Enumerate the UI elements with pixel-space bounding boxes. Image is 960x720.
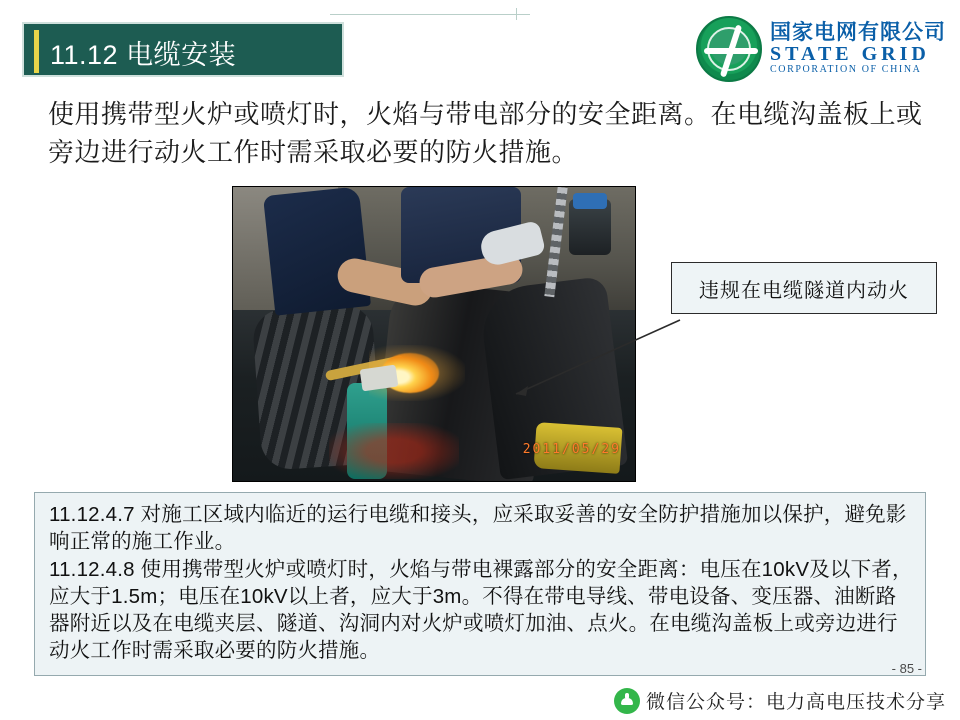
title-accent-bar — [34, 30, 39, 73]
logo-company-en: STATE GRID — [770, 43, 930, 66]
state-grid-logo-icon — [696, 16, 762, 82]
clause-11-12-4-7: 11.12.4.7 对施工区域内临近的运行电缆和接头，应采取妥善的安全防护措施加以保护，避免影响正常的施工作业。 — [49, 503, 907, 554]
watermark-label: 微信公众号：电力高电压技术分享 — [645, 692, 946, 713]
slide-title-bar — [22, 22, 344, 77]
logo-company-en-sub: CORPORATION OF CHINA — [770, 64, 922, 76]
title-decor-line — [330, 14, 530, 15]
lead-paragraph: 使用携带型火炉或喷灯时，火焰与带电部分的安全距离。在电缆沟盖板上或旁边进行动火工作时需采取必要的防火措施。 — [48, 99, 923, 167]
logo-text-block — [770, 22, 946, 76]
photo-tool-blue-handle — [573, 193, 607, 209]
logo-ring-icon — [707, 27, 751, 71]
watermark — [614, 687, 946, 714]
photo-timestamp: 2011/05/29 — [522, 442, 621, 457]
page-title: 11.12 电缆安装 — [50, 40, 237, 70]
callout-label: 违规在电缆隧道内动火 — [699, 279, 909, 302]
cable-tunnel-hot-work-photo — [232, 186, 636, 482]
logo-company-cn: 国家电网有限公司 — [770, 21, 946, 45]
callout-box — [671, 262, 937, 314]
photo-worker-left — [263, 186, 371, 315]
photo-red-glow — [329, 423, 459, 479]
clause-11-12-4-8: 11.12.4.8 使用携带型火炉或喷灯时，火焰与带电裸露部分的安全距离：电压在10kV及以下者，应大于1.5m；电压在10kV以上者，应大于3m。不得在带电导线、带电设备、变压器、油断路器附近以及在电缆夹层、隧道、沟洞内对火炉或喷灯加油、点火。在电缆沟盖板上或旁边进行动火工作时需采取必要的防火措施。 — [49, 557, 913, 663]
state-grid-logo — [696, 16, 946, 82]
title-decor-tick — [516, 8, 517, 20]
page-number: - 85 - — [891, 661, 922, 676]
wechat-icon — [614, 688, 640, 714]
clause-note-box — [34, 492, 926, 676]
